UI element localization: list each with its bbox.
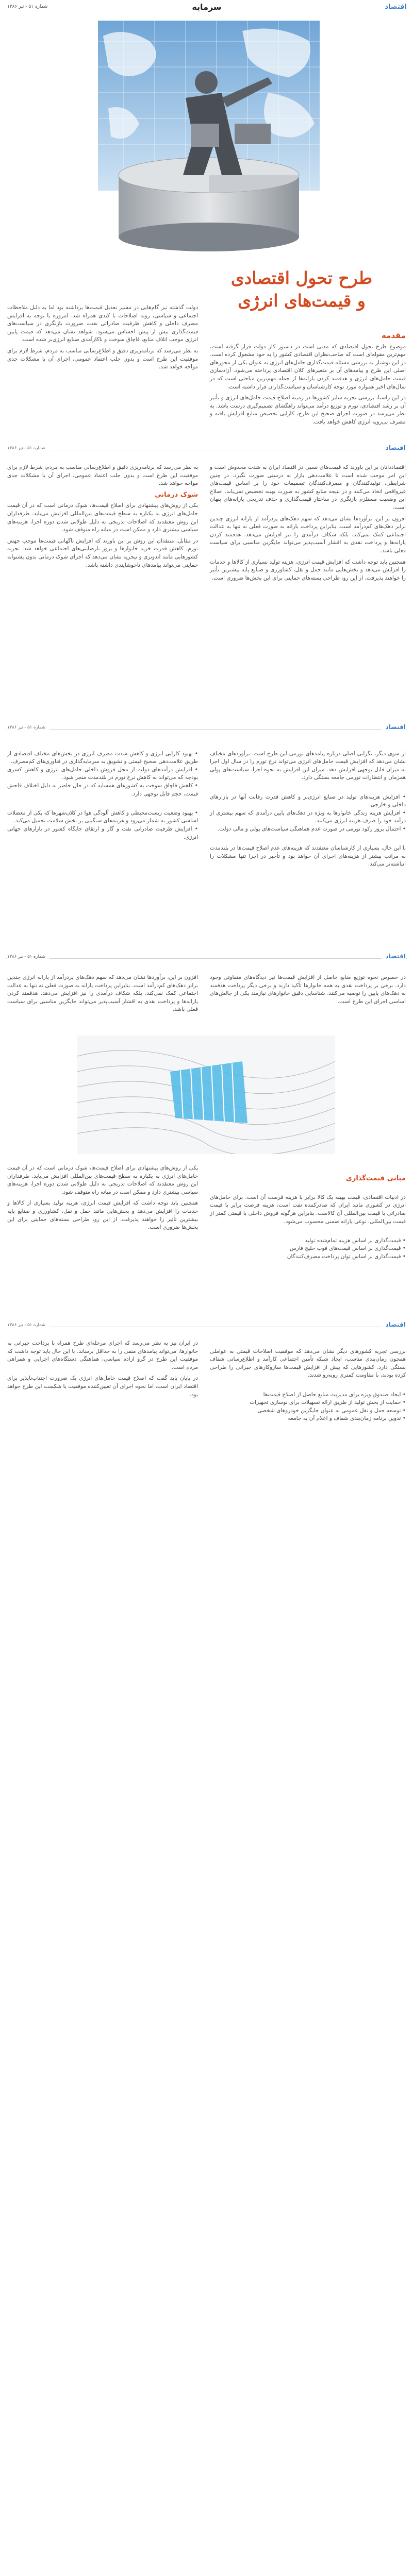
separator-issue-2: شماره ۵۱ - تیر ۱۳۸۶ [7, 725, 49, 730]
right-mid-paragraph: از سوی دیگر، نگرانی اصلی درباره پیامدهای تورمی این طرح است. برآوردهای مختلف نشان می‌دهد که افزایش قیمت حامل‌های انرژی می‌تواند نرخ تورم را در سال اول اجرا به میزان قابل توجهی افزایش دهد. میزان این افزایش به نحوه اجرا، سیاست‌های پولی همزمان و انتظارات تورمی جامعه بستگی دارد. [210, 750, 406, 781]
separator-brand: اقتصاد [382, 444, 406, 451]
left-bullets: • بهبود کارایی انرژی و کاهش شدت مصرف انرژی در بخش‌های مختلف اقتصادی از طریق علامت‌دهی صحیح قیمتی و تشویق به سرمایه‌گذاری در فناوری‌های کم‌مصرف. • افزایش درآمدهای دولت از محل فروش داخلی حامل‌های انرژی و کاهش کسری بودجه که می‌تواند به کاهش نرخ تورم در بلندمدت منجر شود. • کاهش قاچاق سوخت به کشورهای همسایه که در حال حاضر به دلیل اختلاف فاحش قیمت، حجم قابل توجهی دارد. [7, 750, 198, 797]
article-title [196, 267, 407, 324]
separator-brand-3: اقتصاد [382, 953, 406, 960]
sec3-paragraph-2: افزون بر این، برآوردها نشان می‌دهد که سهم دهک‌های پردرآمد از یارانه انرژی چندین برابر دهک‌های کم‌درآمد است. بنابراین پرداخت یارانه به صورت فعلی نه تنها به عدالت اجتماعی کمک نمی‌کند، بلکه شکاف درآمدی را نیز افزایش می‌دهد. هدفمند کردن یارانه‌ها و پرداخت نقدی به اقشار آسیب‌پذیر می‌تواند جایگزین مناسبی برای سیاست فعلی باشد. [210, 515, 406, 554]
intro-paragraph-2: در این راستا، بررسی تجربه سایر کشورها در زمینه اصلاح قیمت حامل‌های انرژی و تأثیر آن بر رشد اقتصادی، تورم و توزیع درآمد می‌تواند راهگشای تصمیم‌گیری درست باشد. به نظر می‌رسد در صورت اجرای صحیح این طرح، کارایی تخصیص منابع افزایش یافته و مصرف بی‌رویه انرژی کاهش خواهد یافت. [210, 395, 406, 425]
hero-illustration [0, 21, 413, 263]
sec5-paragraph-2: در ایران نیز به نظر می‌رسد که اجرای مرحله‌ای طرح همراه با پرداخت جبرانی به خانوارها، می‌تواند پیامدهای منفی را به حداقل برساند. با این حال باید توجه داشت که موفقیت این طرح در گرو اراده سیاسی، هماهنگی دستگاه‌های اجرایی و همراهی مردم است. [7, 1340, 198, 1370]
column-left-sec4 [7, 974, 198, 1017]
sec4-left-paragraph: افزون بر این، برآوردها نشان می‌دهد که سهم دهک‌های پردرآمد از یارانه انرژی چندین برابر دهک‌های کم‌درآمد است. بنابراین پرداخت یارانه به صورت فعلی نه تنها به عدالت اجتماعی کمک نمی‌کند، بلکه شکاف درآمدی را نیز افزایش می‌دهد. هدفمند کردن یارانه‌ها و پرداخت نقدی به اقشار آسیب‌پذیر می‌تواند جایگزین مناسبی برای سیاست فعلی باشد. [7, 974, 198, 1013]
column-left-intro [7, 304, 198, 375]
sec4-paragraph: در خصوص نحوه توزیع منابع حاصل از افزایش قیمت‌ها نیز دیدگاه‌های متفاوتی وجود دارد. برخی بر پرداخت نقدی به همه خانوارها تأکید دارند و برخی دیگر پرداخت هدفمند به دهک‌های پایین را توصیه می‌کنند. شناسایی دقیق خانوارهای نیازمند یکی از چالش‌های اساسی اجرای این طرح است. [210, 974, 406, 1005]
section-separator-4 [0, 1319, 413, 1335]
sec4-heading: مبانی قیمت‌گذاری [345, 1174, 406, 1182]
section-separator-3 [0, 951, 413, 967]
intro-paragraph: موضوع طرح تحول اقتصادی که مدتی است در دستور کار دولت قرار گرفته است، مهم‌ترین مقوله‌ای است که صاحب‌نظران اقتصادی کشور را به خود مشغول کرده است. در این نوشتار به بررسی مسئله قیمت‌گذاری حامل‌های انرژی به عنوان یکی از محورهای اصلی این طرح و پیامدهای آن بر متغیرهای کلان اقتصادی پرداخته می‌شود. آزادسازی قیمت حامل‌های انرژی و هدفمند کردن یارانه‌ها از جمله مهم‌ترین مباحثی است که در سال‌های اخیر همواره مورد توجه کارشناسان و سیاست‌گذاران قرار داشته است. [210, 343, 406, 390]
column-left-sec2 [7, 464, 198, 572]
masthead [0, 0, 413, 21]
sec5-paragraph-4: در پایان باید گفت که اصلاح قیمت حامل‌های انرژی یک ضرورت اجتناب‌ناپذیر برای اقتصاد ایران است، اما نحوه اجرای آن تعیین‌کننده موفقیت یا شکست این طرح خواهد بود. [7, 1375, 198, 1398]
left-bullets-2: • بهبود وضعیت زیست‌محیطی و کاهش آلودگی هوا در کلان‌شهرها که یکی از معضلات اساسی کشور به شمار می‌رود و هزینه‌های سنگینی بر بخش سلامت تحمیل می‌کند. • افزایش ظرفیت صادراتی نفت و گاز و ارتقای جایگاه کشور در بازارهای جهانی انرژی. [7, 809, 198, 840]
separator-issue-4: شماره ۵۱ - تیر ۱۳۸۶ [7, 1323, 49, 1328]
left-paragraph-2: به نظر می‌رسد که برنامه‌ریزی دقیق و اطلاع‌رسانی مناسب به مردم، شرط لازم برای موفقیت این طرح است و بدون جلب اعتماد عمومی، اجرای آن با مشکلات جدی مواجه خواهد شد. [7, 347, 198, 370]
column-left-sec4b [7, 1164, 198, 1235]
sec3-paragraph-3: همچنین باید توجه داشت که افزایش قیمت انرژی، هزینه تولید بسیاری از کالاها و خدمات را افزایش می‌دهد و بخش‌هایی مانند حمل و نقل، کشاورزی و صنایع پایه بیشترین تأثیر را خواهند پذیرفت. از این رو، طراحی بسته‌های حمایتی برای این بخش‌ها ضروری است. [210, 558, 406, 581]
right-mid-paragraph-3: با این حال، بسیاری از کارشناسان معتقدند که هزینه‌های عدم اصلاح قیمت‌ها در بلندمدت به مراتب بیشتر از هزینه‌های اجرای آن خواهد بود و تأخیر در اجرا تنها مشکلات را انباشته‌تر می‌کند. [210, 845, 406, 868]
column-left-sec3 [7, 742, 198, 853]
separator-brand-2: اقتصاد [382, 723, 406, 731]
sec2-paragraph-2: در مقابل، منتقدان این روش بر این باورند که افزایش ناگهانی قیمت‌ها موجب جهش تورم، کاهش قدرت خرید خانوارها و بروز نارضایتی‌های اجتماعی خواهد شد. تجربه کشورهایی مانند اندونزی و نیجریه نشان می‌دهد که اجرای شوک درمانی بدون پشتوانه حمایتی می‌تواند پیامدهای ناخوشایندی داشته باشد. [7, 537, 198, 568]
sec4-bullets: • قیمت‌گذاری بر اساس هزینه تمام‌شده تولید • قیمت‌گذاری بر اساس قیمت‌های فوب خلیج فارس • قیمت‌گذاری بر اساس توان پرداخت مصرف‌کنندگان [287, 1237, 406, 1260]
sec4-paragraph-2: در ادبیات اقتصادی، قیمت بهینه یک کالا برابر با هزینه فرصت آن است. برای حامل‌های انرژی در کشوری مانند ایران که صادرکننده نفت است، هزینه فرصت برابر با قیمت صادراتی یا قیمت بین‌المللی آن کالاست. بنابراین هرگونه فروش داخلی با قیمتی کمتر از قیمت بین‌المللی، نوعی یارانه ضمنی محسوب می‌شود. [210, 1194, 406, 1225]
column-right-intro [210, 330, 406, 430]
issue-label: شماره ۵۱ - تیر ۱۳۸۶ [7, 4, 48, 9]
sec2-heading: شوک درمانی [155, 490, 198, 499]
sec4-left-paragraph-3: همچنین باید توجه داشت که افزایش قیمت انرژی، هزینه تولید بسیاری از کالاها و خدمات را افزایش می‌دهد و بخش‌هایی مانند حمل و نقل، کشاورزی و صنایع پایه بیشترین تأثیر را خواهند پذیرفت. از این رو، طراحی بسته‌های حمایتی برای این بخش‌ها ضروری است. [7, 1200, 198, 1231]
title-line-2: و قیمت‌های انرژی [238, 291, 366, 311]
section-separator-2 [0, 721, 413, 738]
sec5-bullets: • ایجاد صندوق ویژه برای مدیریت منابع حاصل از اصلاح قیمت‌ها • حمایت از بخش تولید از طریق ارائه تسهیلات برای نوسازی تجهیزات • توسعه حمل و نقل عمومی به عنوان جایگزین خودروهای شخصی • تدوین برنامه زمان‌بندی شفاف و اعلام آن به جامعه [250, 1391, 406, 1422]
sec2-lead: به نظر می‌رسد که برنامه‌ریزی دقیق و اطلاع‌رسانی مناسب به مردم، شرط لازم برای موفقیت این طرح است و بدون جلب اعتماد عمومی، اجرای آن با مشکلات جدی مواجه خواهد شد. [7, 464, 198, 487]
column-left-sec5 [7, 1340, 198, 1402]
sec3-paragraph: اقتصاددانان بر این باورند که قیمت‌های نسبی در اقتصاد ایران به شدت مخدوش است و این امر موجب شده است تا علامت‌دهی بازار به درستی صورت نگیرد. در چنین شرایطی، تولیدکنندگان و مصرف‌کنندگان تصمیمات خود را بر اساس قیمت‌های غیرواقعی اتخاذ می‌کنند و در نتیجه منابع کشور به صورت بهینه تخصیص نمی‌یابد. اصلاح این وضعیت مستلزم بازنگری در ساختار قیمت‌گذاری و حذف تدریجی یارانه‌های پنهان است. [210, 464, 406, 511]
section-separator [0, 442, 413, 459]
separator-brand-4: اقتصاد [382, 1321, 406, 1328]
abstract-illustration [77, 1036, 335, 1154]
sec2-paragraph: یکی از روش‌های پیشنهادی برای اصلاح قیمت‌ها، شوک درمانی است که در آن قیمت حامل‌های انرژی به یکباره به سطح قیمت‌های بین‌المللی افزایش می‌یابد. طرفداران این روش معتقدند که اصلاحات تدریجی به دلیل طولانی شدن دوره اجرا، هزینه‌های سیاسی بیشتری دارد و ممکن است در میانه راه متوقف شود. [7, 502, 198, 533]
column-right-sec3 [210, 742, 406, 880]
intro-heading: مقدمه [381, 331, 406, 340]
separator-issue: شماره ۵۱ - تیر ۱۳۸۶ [7, 446, 49, 451]
column-right-sec5 [210, 1340, 406, 1434]
brand-label: اقتصاد [385, 3, 407, 11]
left-paragraph: دولت گذشته نیز گام‌هایی در مسیر تعدیل قیمت‌ها برداشته بود اما به دلیل ملاحظات اجتماعی و سیاسی، روند اصلاحات با کندی همراه شد. امروزه با توجه به افزایش مصرف داخلی و کاهش ظرفیت صادراتی نفت، ضرورت بازنگری در سیاست‌های قیمت‌گذاری بیش از پیش احساس می‌شود. شواهد نشان می‌دهد که قیمت پایین انرژی موجب اتلاف منابع، قاچاق سوخت و ناکارآمدی صنایع انرژی‌بر شده است. [7, 304, 198, 343]
svg-text:سرمایه: سرمایه [192, 2, 222, 12]
column-right-sec2 [210, 464, 406, 585]
column-right-sec4b [210, 1164, 406, 1272]
column-right-sec4 [210, 974, 406, 1009]
magazine-logo [178, 1, 235, 12]
right-mid-bullets: • افزایش هزینه‌های تولید در صنایع انرژی‌بر و کاهش قدرت رقابت آنها در بازارهای داخلی و خارجی. • افزایش هزینه زندگی خانوارها به ویژه در دهک‌های پایین درآمدی که سهم بیشتری از درآمد خود را صرف هزینه انرژی می‌کنند. • احتمال بروز رکود تورمی در صورت عدم هماهنگی سیاست‌های پولی و مالی دولت. [210, 793, 406, 832]
title-line-1: طرح تحول اقتصادی [230, 268, 373, 288]
separator-issue-3: شماره ۵۱ - تیر ۱۳۸۶ [7, 954, 49, 959]
sec5-paragraph: بررسی تجربه کشورهای دیگر نشان می‌دهد که موفقیت اصلاحات قیمتی به عواملی همچون زمان‌بندی مناسب، ایجاد شبکه تأمین اجتماعی کارآمد و اطلاع‌رسانی شفاف بستگی دارد. کشورهایی که پیش از افزایش قیمت‌ها سازوکارهای جبرانی را طراحی کرده بودند، با مقاومت کمتری روبه‌رو شدند. [210, 1348, 406, 1379]
sec4-left-paragraph-2: یکی از روش‌های پیشنهادی برای اصلاح قیمت‌ها، شوک درمانی است که در آن قیمت حامل‌های انرژی به یکباره به سطح قیمت‌های بین‌المللی افزایش می‌یابد. طرفداران این روش معتقدند که اصلاحات تدریجی به دلیل طولانی شدن دوره اجرا، هزینه‌های سیاسی بیشتری دارد و ممکن است در میانه راه متوقف شود. [7, 1165, 198, 1195]
